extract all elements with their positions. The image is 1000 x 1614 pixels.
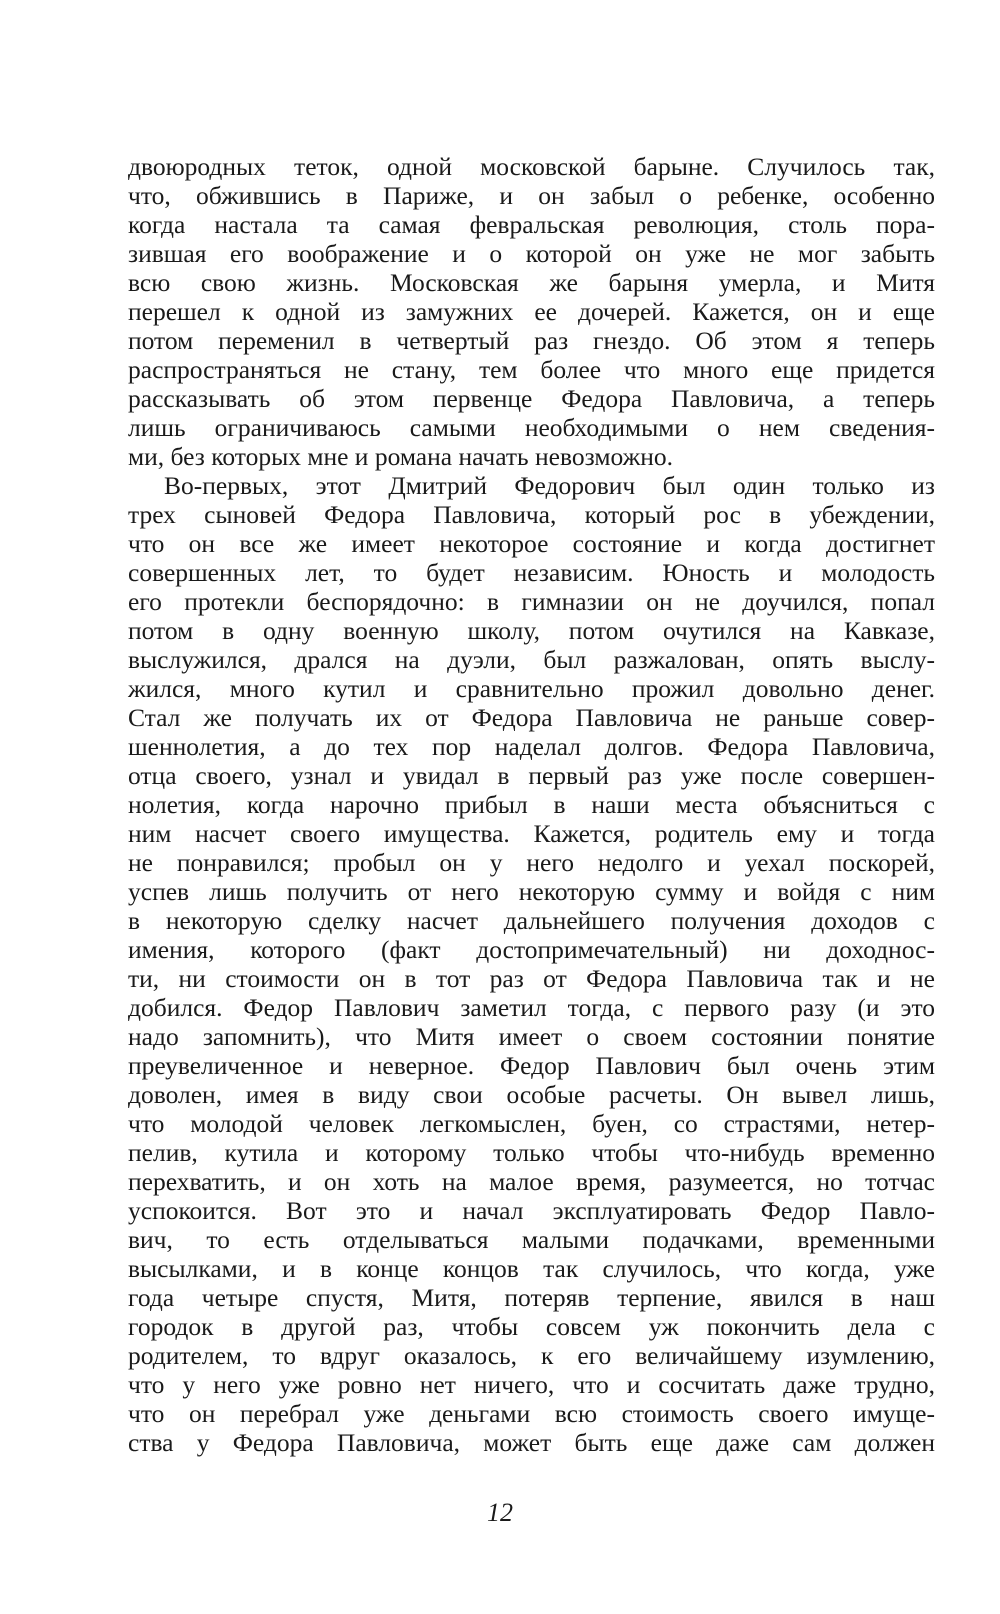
text-line: городок в другой раз, чтобы совсем уж покончить дела с xyxy=(128,1312,935,1341)
text-line: жился, много кутил и сравнительно прожил довольно денег. xyxy=(128,674,935,703)
text-line: что у него уже ровно нет ничего, что и сосчитать даже трудно, xyxy=(128,1370,935,1399)
text-line: распространяться не стану, тем более что много еще придется xyxy=(128,355,935,384)
text-line: перешел к одной из замужних ее дочерей. Кажется, он и еще xyxy=(128,297,935,326)
text-line: успокоится. Вот это и начал эксплуатировать Федор Павло- xyxy=(128,1196,935,1225)
text-line: что он перебрал уже деньгами всю стоимость своего имуще- xyxy=(128,1399,935,1428)
text-line: Во-первых, этот Дмитрий Федорович был один только из xyxy=(164,471,935,500)
paragraph-1 xyxy=(128,152,935,471)
text-line: когда настала та самая февральская революция, столь пора- xyxy=(128,210,935,239)
text-line: его протекли беспорядочно: в гимназии он не доучился, попал xyxy=(128,587,935,616)
text-line: выслужился, дрался на дуэли, был разжалован, опять выслу- xyxy=(128,645,935,674)
text-line: нолетия, когда нарочно прибыл в наши места объясниться с xyxy=(128,790,935,819)
text-line: совершенных лет, то будет независим. Юность и молодость xyxy=(128,558,935,587)
text-line: ним насчет своего имущества. Кажется, родитель ему и тогда xyxy=(128,819,935,848)
text-line: трех сыновей Федора Павловича, который рос в убеждении, xyxy=(128,500,935,529)
text-line: ства у Федора Павловича, может быть еще даже сам должен xyxy=(128,1428,935,1457)
text-line: лишь ограничиваюсь самыми необходимыми о нем сведения- xyxy=(128,413,935,442)
page-body-text xyxy=(128,152,935,1457)
text-line: высылками, и в конце концов так случилось, что когда, уже xyxy=(128,1254,935,1283)
text-line: что он все же имеет некоторое состояние и когда достигнет xyxy=(128,529,935,558)
text-line: двоюродных теток, одной московской барыне. Случилось так, xyxy=(128,152,935,181)
text-line: доволен, имея в виду свои особые расчеты. Он вывел лишь, xyxy=(128,1080,935,1109)
text-line: успев лишь получить от него некоторую сумму и войдя с ним xyxy=(128,877,935,906)
text-line: года четыре спустя, Митя, потеряв терпение, явился в наш xyxy=(128,1283,935,1312)
text-line: рассказывать об этом первенце Федора Павловича, а теперь xyxy=(128,384,935,413)
text-line: добился. Федор Павлович заметил тогда, с первого разу (и это xyxy=(128,993,935,1022)
text-line: перехватить, и он хоть на малое время, разумеется, но тотчас xyxy=(128,1167,935,1196)
text-line: отца своего, узнал и увидал в первый раз уже после совершен- xyxy=(128,761,935,790)
text-line: Стал же получать их от Федора Павловича не раньше совер- xyxy=(128,703,935,732)
text-line: надо запомнить), что Митя имеет о своем состоянии понятие xyxy=(128,1022,935,1051)
text-line: в некоторую сделку насчет дальнейшего получения доходов с xyxy=(128,906,935,935)
text-line: потом в одну военную школу, потом очутился на Кавказе, xyxy=(128,616,935,645)
text-line: шеннолетия, а до тех пор наделал долгов. Федора Павловича, xyxy=(128,732,935,761)
text-line: что, обжившись в Париже, и он забыл о ребенке, особенно xyxy=(128,181,935,210)
text-line: родителем, то вдруг оказалось, к его величайшему изумлению, xyxy=(128,1341,935,1370)
text-line: преувеличенное и неверное. Федор Павлович был очень этим xyxy=(128,1051,935,1080)
text-line: пелив, кутила и которому только чтобы что-нибудь временно xyxy=(128,1138,935,1167)
text-line: ти, ни стоимости он в тот раз от Федора Павловича так и не xyxy=(128,964,935,993)
text-line: вич, то есть отделываться малыми подачками, временными xyxy=(128,1225,935,1254)
text-line: ми, без которых мне и романа начать невозможно. xyxy=(128,442,673,471)
paragraph-2 xyxy=(128,471,935,1457)
text-line: что молодой человек легкомыслен, буен, со страстями, нетер- xyxy=(128,1109,935,1138)
text-line: зившая его воображение и о которой он уже не мог забыть xyxy=(128,239,935,268)
text-line: всю свою жизнь. Московская же барыня умерла, и Митя xyxy=(128,268,935,297)
text-line: имения, которого (факт достопримечательный) ни доходнос- xyxy=(128,935,935,964)
page-number: 12 xyxy=(487,1498,513,1527)
text-line: потом переменил в четвертый раз гнездо. Об этом я теперь xyxy=(128,326,935,355)
text-line: не понравился; пробыл он у него недолго и уехал поскорей, xyxy=(128,848,935,877)
